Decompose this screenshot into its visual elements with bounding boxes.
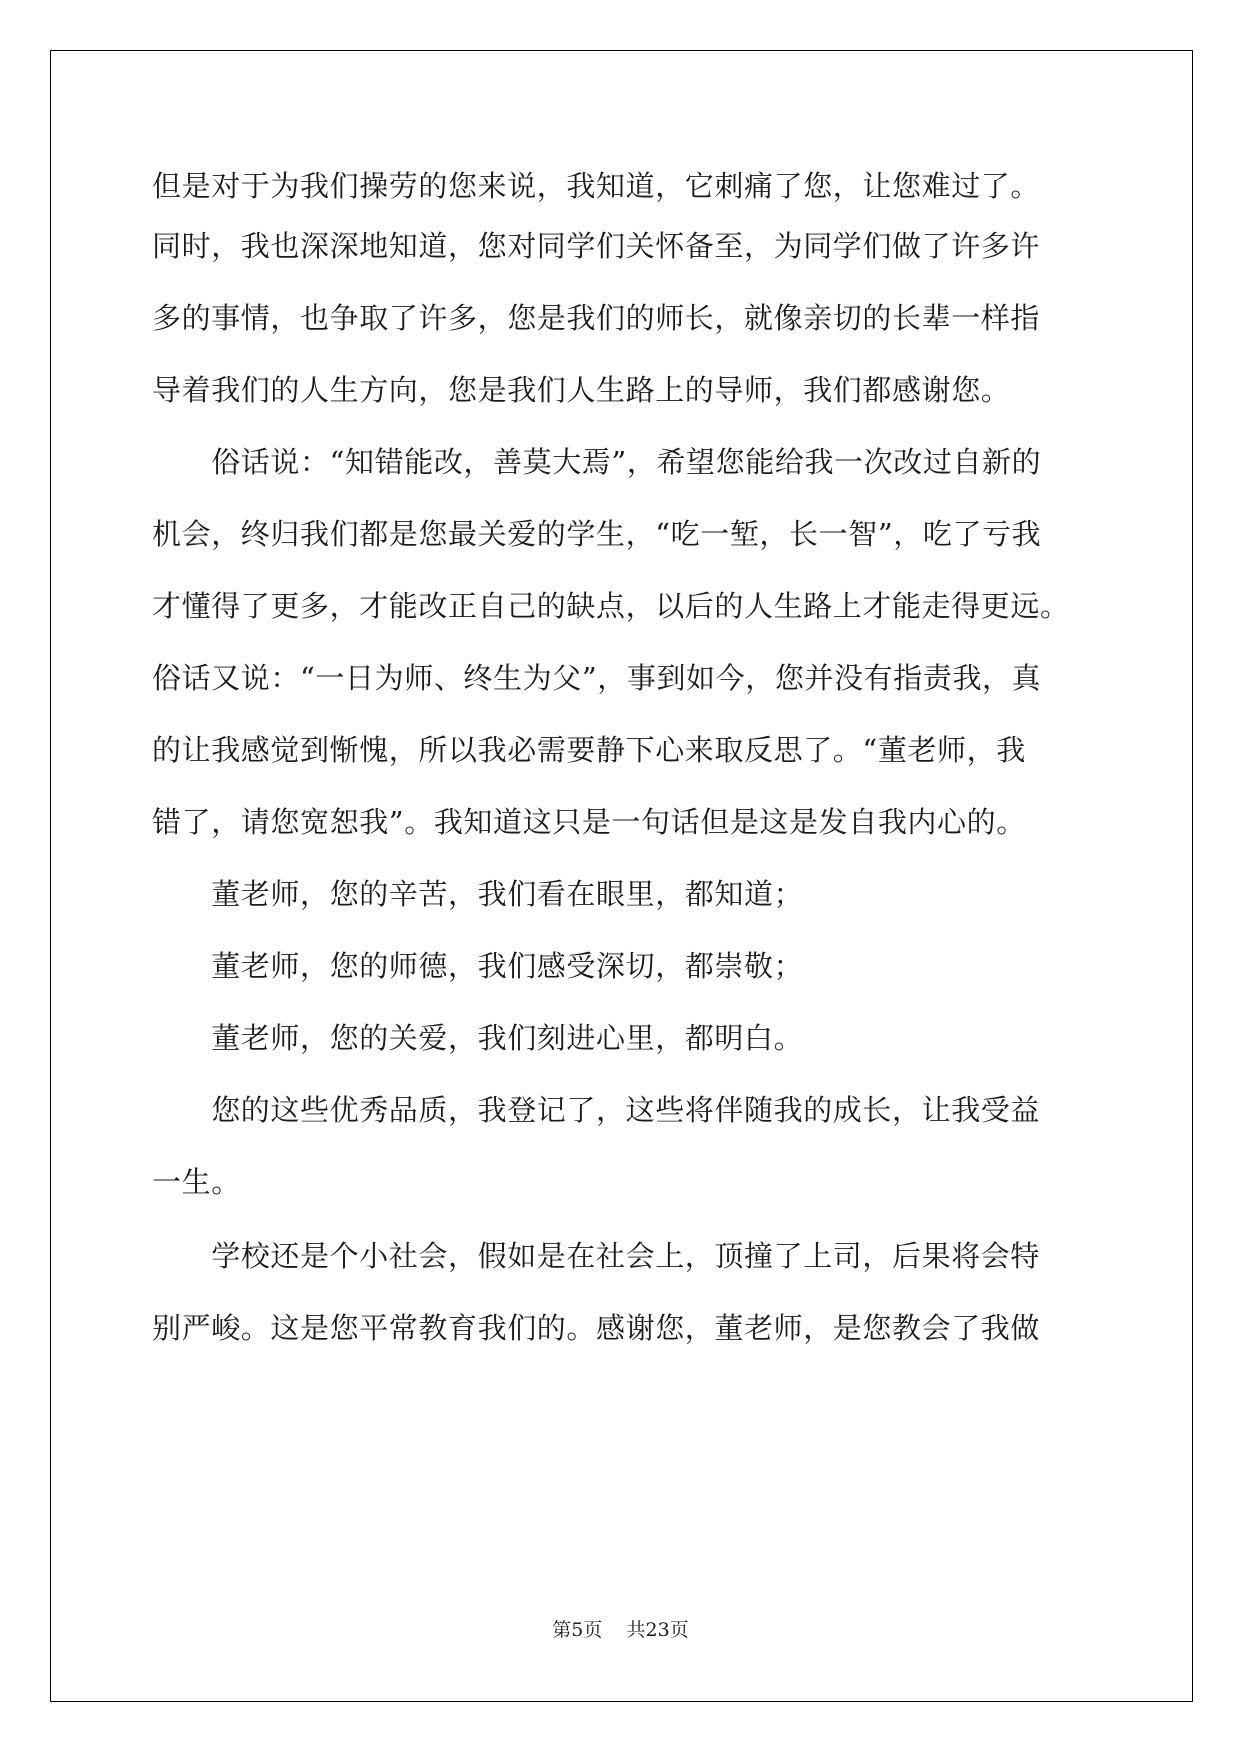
text-line: 别严峻。这是您平常教育我们的。感谢您，董老师，是您教会了我做: [152, 1311, 1041, 1345]
text-line: 的让我感觉到惭愧，所以我必需要静下心来取反思了。“董老师，我: [152, 733, 1026, 767]
text-line: 机会，终归我们都是您最关爱的学生，“吃一堑，长一智”，吃了亏我: [152, 517, 1042, 551]
text-line: 同时，我也深深地知道，您对同学们关怀备至，为同学们做了许多许: [152, 229, 1041, 263]
text-line: 才懂得了更多，才能改正自己的缺点，以后的人生路上才能走得更远。: [152, 589, 1070, 623]
text-line: 董老师，您的关爱，我们刻进心里，都明白。: [152, 1021, 804, 1055]
text-line: 导着我们的人生方向，您是我们人生路上的导师，我们都感谢您。: [152, 373, 1011, 407]
text-line: 学校还是个小社会，假如是在社会上，顶撞了上司，后果将会特: [152, 1239, 1041, 1273]
text-line: 错了，请您宽恕我”。我知道这只是一句话但是这是发自我内心的。: [152, 805, 1026, 839]
text-line: 俗话说：“知错能改，善莫大焉”，希望您能给我一次改过自新的: [152, 445, 1042, 479]
text-line: 俗话又说：“一日为师、终生为父”，事到如今，您并没有指责我，真: [152, 661, 1042, 695]
text-line: 董老师，您的辛苦，我们看在眼里，都知道；: [152, 877, 804, 911]
text-line: 一生。: [152, 1165, 241, 1199]
text-line: 但是对于为我们操劳的您来说，我知道，它刺痛了您，让您难过了。: [152, 169, 1041, 203]
page-total: 共23页: [626, 1619, 689, 1641]
page-number: 第5页: [552, 1619, 603, 1641]
text-line: 董老师，您的师德，我们感受深切，都崇敬；: [152, 949, 804, 983]
text-line: 多的事情，也争取了许多，您是我们的师长，就像亲切的长辈一样指: [152, 301, 1041, 335]
page-footer: [0, 1618, 1241, 1642]
text-line: 您的这些优秀品质，我登记了，这些将伴随我的成长，让我受益: [152, 1093, 1041, 1127]
